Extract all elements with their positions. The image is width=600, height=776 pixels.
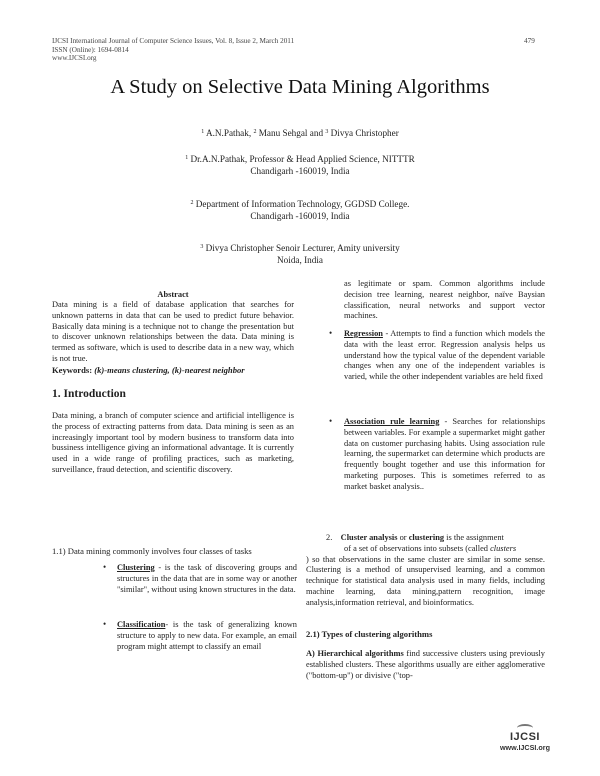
- task-regression-text: - Attempts to find a function which models the data with the least error. Regression analysis helps us understand how the typical value of the dependent variable changes when any one of the independent variables is varied, while the other independent variables are held fixed: [344, 329, 545, 382]
- affiliation-2-sup: 2: [190, 200, 194, 206]
- cluster-analysis-number: 2.: [326, 533, 333, 542]
- task-clustering-text: - is the task of discovering groups and structures in the data that are in some way or another "similar", without using known structures in the data.: [117, 563, 297, 594]
- cluster-analysis-paragraph: [306, 533, 545, 609]
- hierarchical-text: find successive clusters using previously established clusters. These algorithms usually are either agglomerative ("bottom-up") or divisive ("top-: [306, 649, 545, 680]
- keywords-value: (k)-means clustering, (k)-nearest neighbor: [92, 365, 245, 375]
- page-number: 479: [524, 37, 535, 45]
- journal-header-line1: IJCSI International Journal of Computer Science Issues, Vol. 8, Issue 2, March 2011: [52, 37, 295, 45]
- task-association-name: Association rule learning: [344, 417, 440, 426]
- author-sup-2: 2: [253, 129, 257, 135]
- intro-heading: 1. Introduction: [52, 388, 126, 400]
- author-line: [0, 127, 600, 140]
- task-clustering: [117, 563, 297, 595]
- author-3: Divya Christopher: [328, 128, 399, 138]
- author-sup-3: 3: [325, 129, 329, 135]
- logo-url: www.IJCSI.org: [499, 743, 550, 752]
- affiliation-3-line2: Noida, India: [277, 254, 323, 265]
- cluster-analysis-rest2: of a set of observations into subsets (called: [344, 543, 491, 553]
- bullet-classification: •: [103, 619, 107, 629]
- task-classification-text: - is the task of generalizing known structure to apply to new data. For example, an email program might attempt to classify an email: [117, 620, 297, 651]
- paper-title: A Study on Selective Data Mining Algorithms: [110, 76, 490, 98]
- bullet-clustering: •: [103, 562, 107, 572]
- affiliation-2: [0, 198, 600, 222]
- task-clustering-name: Clustering: [117, 563, 155, 572]
- cluster-analysis-or: or: [397, 533, 409, 542]
- task-regression-name: Regression: [344, 329, 383, 338]
- journal-header: [52, 37, 294, 63]
- task-classification: [117, 620, 297, 652]
- bullet-regression: •: [329, 328, 333, 338]
- affiliation-3: [0, 242, 600, 266]
- ijcsi-logo: [500, 724, 550, 752]
- keywords-label: Keywords:: [52, 365, 93, 375]
- logo-mark: IJCSI: [509, 731, 540, 743]
- clusters-term: clusters: [490, 543, 517, 553]
- keywords: [52, 365, 302, 376]
- affiliation-3-line1: Divya Christopher Senoir Lecturer, Amity university: [205, 243, 400, 253]
- intro-text: Data mining, a branch of computer science and artificial intelligence is the process of extracting patterns from data. Data mining is seen as an increasingly important tool by modern business to transform data into bussiness intelligence giving an informational advantage. It is currently used in a wide range of profiling practices, such as marketing, surveillance, fraud detection, and scientific discovery.: [52, 411, 294, 474]
- cluster-analysis-rest1: is the assignment: [444, 533, 504, 542]
- affiliation-3-sup: 3: [200, 244, 204, 250]
- journal-header-line2: ISSN (Online): 1694-0814: [52, 45, 129, 54]
- task-classification-name: Classification: [117, 620, 166, 629]
- types-heading: 2.1) Types of clustering algorithms: [306, 629, 433, 639]
- author-sup-1: 1: [201, 129, 205, 135]
- affiliation-1-line1: Dr.A.N.Pathak, Professor & Head Applied Science, NITTTR: [190, 154, 415, 164]
- author-1: A.N.Pathak,: [204, 128, 254, 138]
- clustering-term: clustering: [408, 533, 445, 542]
- task-association-text: - Searches for relationships between variables. For example a supermarket might gather data on customer purchasing habits. Using association rule learning, the supermarket can determine which products are frequently bought together and use this information for marketing purposes. This is sometimes referred to as market basket analysis..: [344, 417, 545, 491]
- hierarchical-paragraph: [306, 649, 545, 681]
- task-regression: [344, 329, 545, 383]
- journal-header-url: www.IJCSI.org: [52, 54, 97, 63]
- bullet-association: •: [329, 416, 333, 426]
- affiliation-1-sup: 1: [185, 155, 189, 161]
- affiliation-1: [0, 153, 600, 177]
- classification-continuation: as legitimate or spam. Common algorithms include decision tree learning, nearest neighbor, naïve Baysian classification, neural networks and support vector machines.: [344, 279, 545, 321]
- cluster-analysis-term: Cluster analysis: [340, 533, 398, 542]
- abstract-text: Data mining is a field of database application that searches for unknown patterns in data that can be used to predict future behavior. Basically data mining is a technique not to change the presentation but to discover unknown relationships between the data. Data mining is termed as software, which is used to describe data in a new way, which is not true.: [52, 300, 294, 363]
- affiliation-2-line1: Department of Information Technology, GGDSD College.: [195, 199, 410, 209]
- cluster-analysis-rest3: ) so that observations in the same cluster are similar in some sense. Clustering is a method of unsupervised learning, and a common technique for statistical data analysis used in many fields, including machine learning, data mining,pattern recognition, image analysis,information retrieval, and bioinformatics.: [306, 554, 545, 607]
- task-association: [344, 417, 545, 493]
- intro-subheading: 1.1) Data mining commonly involves four classes of tasks: [52, 546, 252, 556]
- affiliation-1-line2: Chandigarh -160019, India: [250, 165, 350, 176]
- abstract-heading: Abstract: [157, 290, 189, 299]
- affiliation-2-line2: Chandigarh -160019, India: [250, 210, 350, 221]
- author-2: Manu Sehgal and: [256, 128, 326, 138]
- hierarchical-term: A) Hierarchical algorithms: [306, 649, 404, 658]
